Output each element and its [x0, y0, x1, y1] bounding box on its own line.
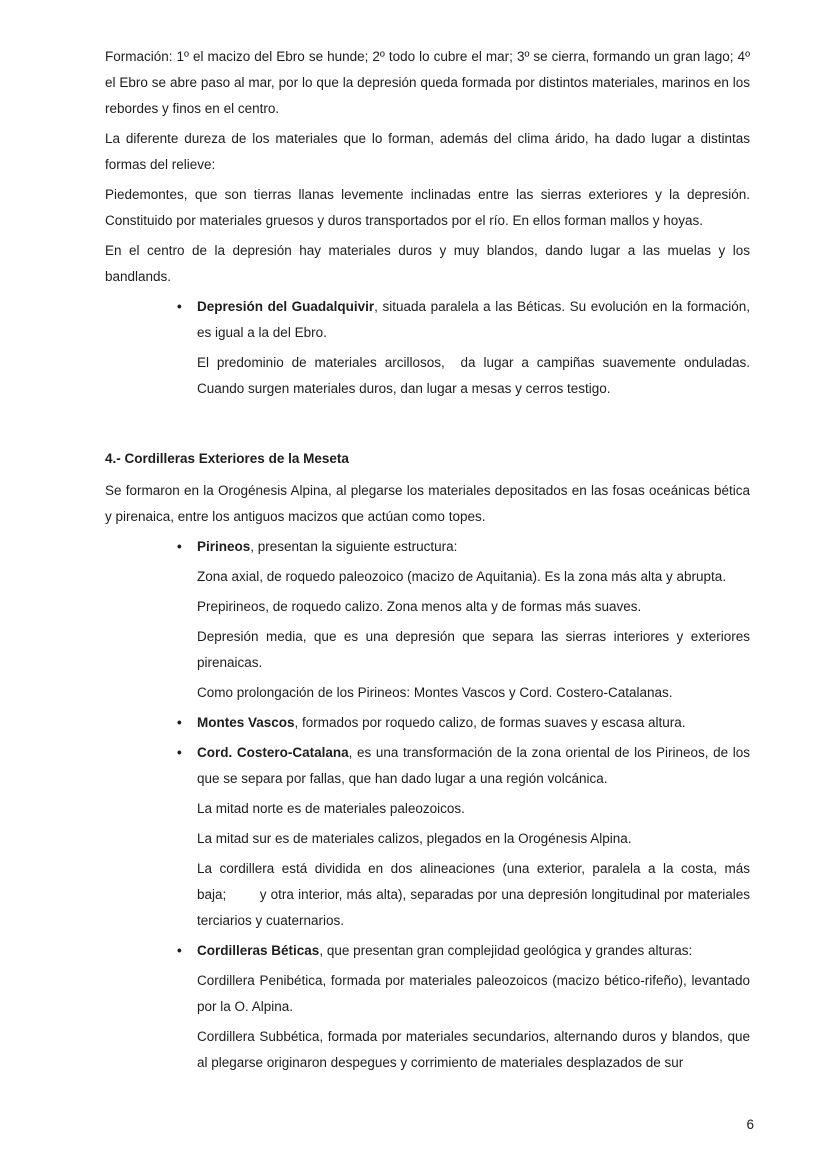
- sub-paragraph-subbetica: Cordillera Subbética, formada por materiales secundarios, alternando duros y blandos, que al plegarse originaron despegues y corrimiento de materiales desplazados de sur: [197, 1029, 750, 1070]
- list-item-cordilleras-beticas: [175, 938, 750, 964]
- list-item-lead: Cordilleras Béticas: [197, 943, 320, 958]
- list-item-lead: Montes Vascos: [197, 715, 295, 730]
- list-item-lead: Depresión del Guadalquivir: [197, 299, 375, 314]
- sub-paragraph-depresion-media: Depresión media, que es una depresión que separa las sierras interiores y exteriores pirenaicas.: [197, 629, 750, 670]
- bullet-icon: •: [177, 539, 182, 554]
- sub-paragraph-prolongacion: Como prolongación de los Pirineos: Montes Vascos y Cord. Costero-Catalanas.: [197, 685, 673, 700]
- list-item-text: , formados por roquedo calizo, de formas suaves y escasa altura.: [294, 715, 686, 730]
- section-heading-cordilleras-exteriores: 4.- Cordilleras Exteriores de la Meseta: [105, 451, 349, 466]
- list-item-text: , presentan la siguiente estructura:: [250, 539, 458, 554]
- sub-paragraph-zona-axial: Zona axial, de roquedo paleozoico (macizo de Aquitania). Es la zona más alta y abrupta.: [197, 569, 727, 584]
- list-item-lead: Pirineos: [197, 539, 251, 554]
- paragraph-dureza: La diferente dureza de los materiales que lo forman, además del clima árido, ha dado lugar a distintas formas del relieve:: [105, 131, 750, 172]
- bullet-icon: •: [177, 943, 182, 958]
- list-item-text: , que presentan gran complejidad geológica y grandes alturas:: [319, 943, 693, 958]
- paragraph-orogenesis: Se formaron en la Orogénesis Alpina, al plegarse los materiales depositados en las fosas oceánicas bética y pirenaica, entre los antiguos macizos que actúan como topes.: [105, 483, 750, 524]
- bullet-icon: •: [177, 715, 182, 730]
- list-item-text: , es una transformación de la zona oriental de los Pirineos, de los que se separa por fallas, que han dado lugar a una región volcánica.: [197, 745, 750, 786]
- sub-paragraph-alineaciones: La cordillera está dividida en dos alineaciones (una exterior, paralela a la costa, más baja; y otra interior, más alta), separadas por una depresión longitudinal por materiales terciarios y cuaternarios.: [197, 861, 750, 928]
- sub-paragraph-mitad-sur: La mitad sur es de materiales calizos, plegados en la Orogénesis Alpina.: [197, 831, 632, 846]
- paragraph-piedemontes: Piedemontes, que son tierras llanas levemente inclinadas entre las sierras exteriores y la depresión. Constituido por materiales gruesos y duros transportados por el río. En ellos forman mallos y hoyas.: [105, 187, 750, 228]
- page-number: 6: [746, 1117, 754, 1132]
- list-item-lead: Cord. Costero-Catalana: [197, 745, 349, 760]
- sub-paragraph-mitad-norte: La mitad norte es de materiales paleozoicos.: [197, 801, 465, 816]
- list-item-text: , situada paralela a las Béticas. Su evolución en la formación, es igual a la del Ebro.: [197, 299, 750, 340]
- list-item-montes-vascos: [175, 710, 750, 736]
- paragraph-centro-depresion: En el centro de la depresión hay materiales duros y muy blandos, dando lugar a las muelas y los bandlands.: [105, 243, 750, 284]
- sub-paragraph-penibetica: Cordillera Penibética, formada por materiales paleozoicos (macizo bético-rifeño), levantado por la O. Alpina.: [197, 973, 750, 1014]
- list-item-costero-catalana: [175, 740, 750, 792]
- bullet-icon: •: [177, 745, 182, 760]
- sub-paragraph-arcillosos: El predominio de materiales arcillosos, da lugar a campiñas suavemente onduladas. Cuando surgen materiales duros, dan lugar a mesas y cerros testigo.: [197, 355, 750, 396]
- bullet-icon: •: [177, 299, 182, 314]
- paragraph-formacion: Formación: 1º el macizo del Ebro se hunde; 2º todo lo cubre el mar; 3º se cierra, formando un gran lago; 4º el Ebro se abre paso al mar, por lo que la depresión queda formada por distintos materiales, marinos en los rebordes y finos en el centro.: [105, 49, 750, 116]
- sub-paragraph-prepirineos: Prepirineos, de roquedo calizo. Zona menos alta y de formas más suaves.: [197, 599, 642, 614]
- list-item-depresion-guadalquivir: [175, 294, 750, 346]
- list-item-pirineos: [175, 534, 750, 560]
